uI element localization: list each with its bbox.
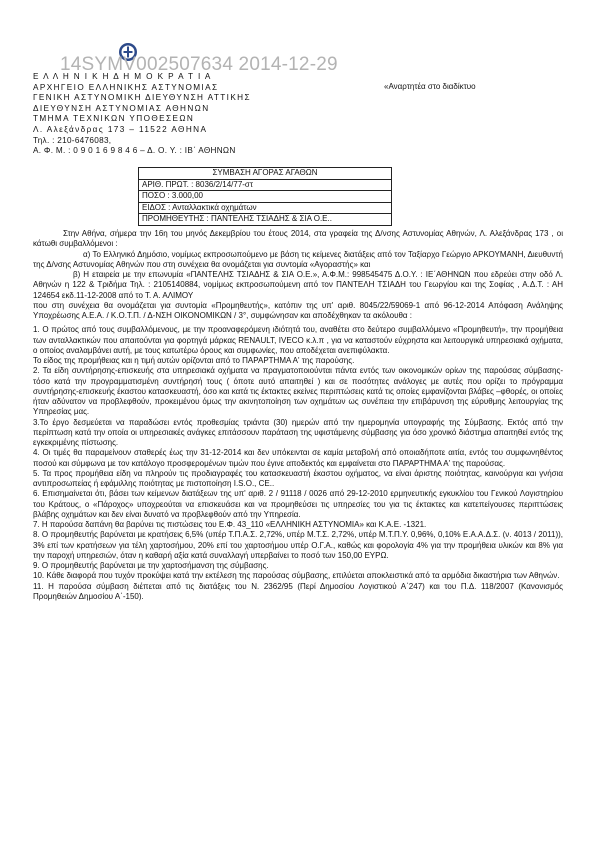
header-phone: Τηλ. : 210-6476083, <box>33 135 112 145</box>
publication-note: «Αναρτητέα στο διαδίκτυο <box>384 82 476 91</box>
clause-8: 8. Ο προμηθευτής βαρύνεται με κρατήσεις 6,5% (υπέρ Τ.Π.Α.Σ. 2,72%, υπέρ Μ.Τ.Σ. 2,72%, υπέρ Μ.Τ.Π.Υ. 0,96%, 0,10% Ε.Α.Α.Δ.Σ. (ν. 4013 / 2011)), 3% επί των κρατήσεων για τέλη χαρτοσήμου, 20% επί του χαρτοσήμου υπέρ Ο.Γ.Α., καθώς και φορολογία 4% για την προμήθεια υλικών και 8% για την παροχή υπηρεσιών, όταν η καθαρή αξία κατά συναλλαγή υπερβαίνει το ποσό των 150,00 ΕΥΡΩ. <box>33 530 563 560</box>
clause-1: 1. Ο πρώτος από τους συμβαλλόμενους, με την προαναφερόμενη ιδιότητά του, αναθέτει στο δεύτερο συμβαλλόμενο «Προμηθευτή», την προμήθεια των ανταλλακτικών που απαιτούνται για φορτηγά μάρκας RENAULT, IVECO κ.λ.π , για να καταστούν εύχρηστα και λειτουργικά υπηρεσιακά οχήματα, ο οποίος αναλαμβάνει αυτή, με τους κατωτέρω όρους και συμφωνίες, που αποδέχεται ανεπιφύλακτα. <box>33 325 563 355</box>
header-line: Ε Λ Λ Η Ν Ι Κ Η Δ Η Μ Ο Κ Ρ Α Τ Ι Α <box>33 72 212 81</box>
agreement-paragraph: που στη συνέχεια θα ονομάζεται για συντομία «Προμηθευτής», κατόπιν της υπ' αριθ. 8045/22/59069-1 από 96-12-2014 Απόφαση Ανάληψης Υποχρέωσης Α.Ε.Α. / Κ.Ο.Τ.Π. / Δ-ΝΣΗ ΟΙΚΟΝΟΜΙΚΩΝ / 3°, συμφώνησαν και αποδέχθηκαν τα ακόλουθα : <box>33 300 563 320</box>
contract-supplier: ΠΡΟΜΗΘΕΥΤΗΣ : ΠΑΝΤΕΛΗΣ ΤΣΙΑΔΗΣ & ΣΙΑ Ο.Ε.. <box>139 214 392 226</box>
contract-amount: ΠΟΣΟ : 3.000,00 <box>139 191 392 203</box>
contract-body <box>33 229 563 602</box>
clause-1-note: Το είδος της προμήθειας και η τιμή αυτών ορίζονται από το ΠΑΡΑΡΤΗΜΑ Α' της παρούσης. <box>33 356 355 365</box>
contract-item-type: ΕΙΔΟΣ : Ανταλλακτικά οχημάτων <box>139 202 392 214</box>
clause-6: 6. Επισημαίνεται ότι, βάσει των κείμενων διατάξεων της υπ' αριθ. 2 / 91118 / 0026 από 29-12-2010 ερμηνευτικής εγκυκλίου του Γενικού Λογιστηρίου του Κράτους, ο «Πάροχος» υποχρεούται να επισκευάσει και να προμηθεύσει τις υπηρεσίες του για τις έκτακτες και κατεπείγουσες περιπτώσεις βλάβης οχημάτων και δεν είναι δυνατό να προβλεφθούν από την Υπηρεσία. <box>33 489 563 519</box>
clause-5: 5. Τα προς προμήθεια είδη να πληρούν τις προδιαγραφές του κατασκευαστή έκαστου οχήματος, να είναι άριστης ποιότητας, καινούργια και γνήσια αντιπροσωπείας ή εφάμιλλης ποιότητας με πιστοποίηση I.S.O., CE.. <box>33 468 563 488</box>
diavgeia-stamp: 14SYMV002507634 2014-12-29 <box>60 54 338 75</box>
clause-11: 11. Η παρούσα σύμβαση διέπεται από τις διατάξεις του Ν. 2362/95 (Περί Δημοσίου Λογιστικού Α΄247) και του Π.Δ. 118/2007 (Κανονισμός Προμηθειών Δημοσίου Α΄-150). <box>33 581 563 601</box>
issuer-header <box>33 72 353 157</box>
header-line: ΤΜΗΜΑ ΤΕΧΝΙΚΩΝ ΥΠΟΘΕΣΕΩΝ <box>33 114 195 124</box>
header-line: ΓΕΝΙΚΗ ΑΣΤΥΝΟΜΙΚΗ ΔΙΕΥΘΥΝΣΗ ΑΤΤΙΚΗΣ <box>33 93 251 103</box>
contract-title: ΣΥΜΒΑΣΗ ΑΓΟΡΑΣ ΑΓΑΘΩΝ <box>139 168 392 180</box>
header-line: ΔΙΕΥΘΥΝΣΗ ΑΣΤΥΝΟΜΙΑΣ ΑΘΗΝΩΝ <box>33 103 210 113</box>
header-tax-id: Α. Φ. Μ. : 0 9 0 1 6 9 8 4 6 – Δ. Ο. Υ. : ΙΒ΄ ΑΘΗΝΩΝ <box>33 146 236 156</box>
clause-2: 2. Τα είδη συντήρησης-επισκευής στα υπηρεσιακά οχήματα να πραγματοποιούνται πάντα εντός των οικονομικών ορίων της παρούσας σύμβασης-τόσο κατά την προγραμματισμένη συντήρησή τους ( όποτε αυτό απαιτηθεί ) και σε ποσότητες ανάλογες με αυτές που ορίζει το πρόγραμμα συντήρησης-επισκευής έκαστου κατασκευαστή, όσο και κατά τις έκτακτες εκείνες περιπτώσεις κατά τις οποίες εμφανίζονται βλάβες –φθορές, οι οποίες ήταν αδύνατον να προβλεφθούν, προκειμένου όμως την ακινητοποίηση των οχημάτων ως συνέπεια την επιβάρυνση της εύρυθμης λειτουργίας της Υπηρεσίας μας. <box>33 366 563 417</box>
clause-4: 4. Οι τιμές θα παραμείνουν σταθερές έως την 31-12-2014 και δεν υπόκεινται σε καμία μεταβολή από οποιαδήποτε αιτία, εντός του συμφωνηθέντος ποσού και σύμφωνα με τον κατάλογο προσφερομένων τιμών που έγινε αποδεκτός και εμφαίνεται στο ΠΑΡΑΡΤΗΜΑ Α' της παρούσας. <box>33 448 563 468</box>
header-line: Λ. Αλεξάνδρας 173 – 11522 ΑΘΗΝΑ <box>33 124 208 134</box>
clause-7: 7. Η παρούσα δαπάνη θα βαρύνει τις πιστώσεις του Ε.Φ. 43_110 «ΕΛΛΗΝΙΚΗ ΑΣΤΥΝΟΜΙΑ» και Κ.Α.Ε. -1321. <box>33 520 427 529</box>
party-b-paragraph: β) Η εταιρεία με την επωνυμία «ΠΑΝΤΕΛΗΣ ΤΣΙΑΔΗΣ & ΣΙΑ Ο.Ε.», Α.Φ.Μ.: 998545475 Δ.Ο.Υ. : ΙΕ΄ΑΘΗΝΩΝ που εδρεύει στην οδό Λ. Αθηνών η 122 & Τριδήμα Τηλ. : 2105140884, νομίμως εκπροσωπούμενη από τον ΠΑΝΤΕΛΗ ΤΣΙΑΔΗ του Γεωργίου και της Σοφίας , Α.Δ.Τ. : ΑΗ 124654 εκδ.11-12-2008 από το Τ. Α. ΑΛΙΜΟΥ <box>33 270 563 300</box>
header-line: ΑΡΧΗΓΕΙΟ ΕΛΛΗΝΙΚΗΣ ΑΣΤΥΝΟΜΙΑΣ <box>33 82 219 92</box>
intro-paragraph: Στην Αθήνα, σήμερα την 16η του μηνός Δεκεμβρίου του έτους 2014, στα γραφεία της Δ/νσης Αστυνομίας Αθηνών, Λ. Αλεξάνδρας 173 , οι κάτωθι συμβαλλόμενοι : <box>33 229 563 249</box>
clause-3: 3.Το έργο δεσμεύεται να παραδώσει εντός προθεσμίας τριάντα (30) ημερών από την ημερομηνία υπογραφής της Σύμβασης. Εκτός από την περίπτωση κατά την οποία οι υπηρεσιακές ανάγκες επιτάσσουν παράταση της υφιστάμενης σύμβασης για όσο χρονικό διάστημα απαιτηθεί εντός της εγκεκριμένης πίστωσης. <box>33 417 563 447</box>
contract-protocol-number: ΑΡΙΘ. ΠΡΩΤ. : 8036/2/14/77-στ <box>139 179 392 191</box>
party-a-paragraph: α) Το Ελληνικό Δημόσιο, νομίμως εκπροσωπούμενο με βάση τις κείμενες διατάξεις από τον Ταξίαρχο Γεώργιο ΑΡΚΟΥΜΑΝΗ, Διευθυντή της Δ/νσης Αστυνομίας Αθηνών που στη συνέχεια θα ονομάζεται για συντομία «Αγοραστής» και <box>33 249 563 269</box>
clause-10: 10. Κάθε διαφορά που τυχόν προκύψει κατά την εκτέλεση της παρούσας σύμβασης, επιλύεται αποκλειστικά από τα αρμόδια δικαστήρια των Αθηνών. <box>33 571 560 581</box>
contract-summary-table <box>138 167 392 226</box>
clause-9: 9. Ο προμηθευτής βαρύνεται με την χαρτοσήμανση της σύμβασης. <box>33 561 269 570</box>
